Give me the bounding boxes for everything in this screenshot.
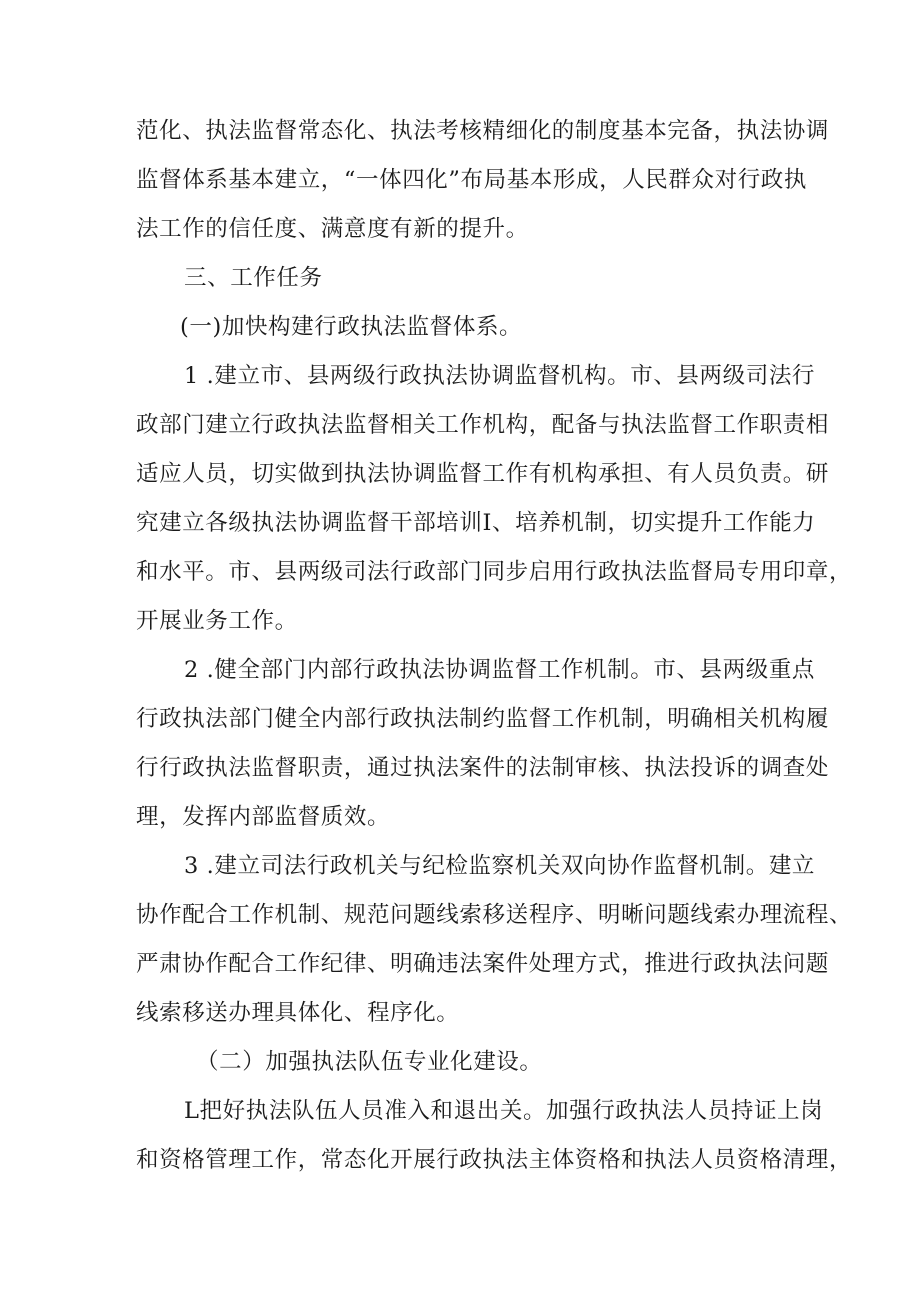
paragraph-1-line-3: 法工作的信任度、满意度有新的提升。 bbox=[136, 216, 529, 242]
item-4-line-2: 和资格管理工作，常态化开展行政执法主体资格和执法人员资格清理， bbox=[136, 1147, 853, 1173]
item-2-line-3: 行行政执法监督职责，通过执法案件的法制审核、执法投诉的调查处 bbox=[136, 755, 830, 781]
paragraph-1-line-1: 范化、执法监督常态化、执法考核精细化的制度基本完备，执法协调 bbox=[136, 118, 830, 144]
item-3-line-1: 3 .建立司法行政机关与纪检监察机关双向协作监督机制。建立 bbox=[184, 853, 816, 879]
item-2-line-2: 行政执法部门健全内部行政执法制约监督工作机制，明确相关机构履 bbox=[136, 706, 830, 732]
item-3-line-4: 线索移送办理具体化、程序化。 bbox=[136, 1000, 460, 1026]
item-1-line-1: 1 .建立市、县两级行政执法协调监督机构。市、县两级司法行 bbox=[184, 363, 816, 389]
item-3-line-3: 严肃协作配合工作纪律、明确违法案件处理方式，推进行政执法问题 bbox=[136, 951, 830, 977]
item-3-line-2: 协作配合工作机制、规范问题线索移送程序、明晰问题线索办理流程、 bbox=[136, 902, 853, 928]
item-2-line-1: 2 .健全部门内部行政执法协调监督工作机制。市、县两级重点 bbox=[184, 657, 816, 683]
paragraph-1-line-2: 监督体系基本建立，“一体四化”布局基本形成，人民群众对行政执 bbox=[136, 167, 808, 193]
item-1-line-3: 适应人员，切实做到执法协调监督工作有机构承担、有人员负责。研 bbox=[136, 461, 830, 487]
section-heading-3: 三、工作任务 bbox=[184, 265, 323, 291]
item-2-line-4: 理，发挥内部监督质效。 bbox=[136, 804, 391, 830]
item-1-line-2: 政部门建立行政执法监督相关工作机构，配备与执法监督工作职责相 bbox=[136, 412, 830, 438]
sub-heading-1: (一)加快构建行政执法监督体系。 bbox=[180, 314, 523, 340]
sub-heading-2: （二）加强执法队伍专业化建设。 bbox=[196, 1049, 543, 1075]
item-1-line-4: 究建立各级执法协调监督干部培训I、培养机制，切实提升工作能力 bbox=[136, 510, 816, 536]
item-4-line-1: L把好执法队伍人员准入和退出关。加强行政执法人员持证上岗 bbox=[184, 1098, 824, 1124]
item-1-line-6: 开展业务工作。 bbox=[136, 608, 298, 634]
item-1-line-5: 和水平。市、县两级司法行政部门同步启用行政执法监督局专用印章， bbox=[136, 559, 853, 585]
